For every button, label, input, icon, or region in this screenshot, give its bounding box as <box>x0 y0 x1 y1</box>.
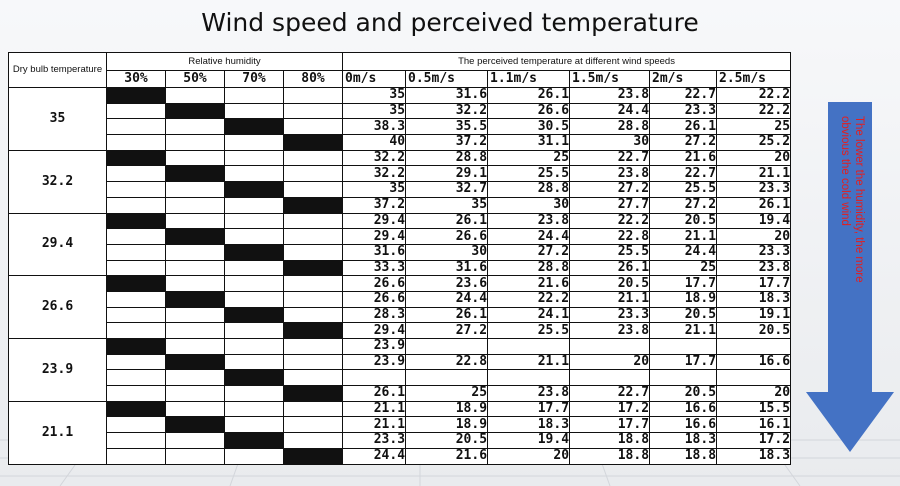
temperature-cell: 19.1 <box>717 307 791 323</box>
table-row <box>9 339 791 355</box>
humidity-marker-empty <box>225 339 284 355</box>
table-row <box>9 417 791 433</box>
temperature-cell: 18.3 <box>717 291 791 307</box>
temperature-cell: 23.8 <box>488 213 570 229</box>
temperature-cell <box>570 370 650 386</box>
humidity-marker-empty <box>284 291 343 307</box>
temperature-cell: 21.1 <box>343 417 406 433</box>
humidity-marker-empty <box>225 401 284 417</box>
humidity-marker-empty <box>284 307 343 323</box>
temperature-cell: 25 <box>488 150 570 166</box>
humidity-marker-filled <box>107 213 166 229</box>
temperature-cell: 31.6 <box>406 260 488 276</box>
humidity-marker-filled <box>166 229 225 245</box>
humidity-marker-empty <box>284 370 343 386</box>
temperature-cell: 20 <box>570 354 650 370</box>
temperature-cell: 25 <box>406 386 488 402</box>
temperature-cell: 16.6 <box>650 417 717 433</box>
temperature-cell <box>343 370 406 386</box>
temperature-cell: 23.3 <box>570 307 650 323</box>
header-row-top <box>9 53 791 71</box>
humidity-marker-empty <box>284 213 343 229</box>
humidity-marker-empty <box>107 182 166 198</box>
temperature-cell: 20 <box>717 386 791 402</box>
humidity-marker-empty <box>107 135 166 151</box>
temperature-cell: 25 <box>650 260 717 276</box>
temperature-cell: 20.5 <box>717 323 791 339</box>
temperature-cell: 23.9 <box>343 354 406 370</box>
temperature-cell: 22.7 <box>570 150 650 166</box>
temperature-cell: 22.7 <box>650 166 717 182</box>
humidity-marker-empty <box>107 323 166 339</box>
temperature-cell: 23.3 <box>343 433 406 449</box>
temperature-cell: 23.8 <box>570 88 650 104</box>
temperature-cell: 26.1 <box>717 197 791 213</box>
humidity-marker-empty <box>284 182 343 198</box>
humidity-marker-filled <box>166 103 225 119</box>
temperature-cell: 22.7 <box>650 88 717 104</box>
temperature-cell: 24.4 <box>650 244 717 260</box>
humidity-marker-filled <box>225 119 284 135</box>
humidity-marker-empty <box>107 354 166 370</box>
temperature-cell: 26.1 <box>570 260 650 276</box>
temperature-cell: 24.1 <box>488 307 570 323</box>
temperature-cell: 30.5 <box>488 119 570 135</box>
temperature-cell <box>650 339 717 355</box>
humidity-marker-empty <box>166 276 225 292</box>
temperature-cell: 22.7 <box>570 386 650 402</box>
humidity-marker-filled <box>166 291 225 307</box>
temperature-cell: 21.1 <box>650 323 717 339</box>
table-row <box>9 150 791 166</box>
temperature-cell: 21.6 <box>406 448 488 464</box>
temperature-cell: 17.7 <box>650 354 717 370</box>
humidity-70-header: 70% <box>225 71 284 88</box>
annotation-line-1: The lower the humidity, the more <box>853 116 865 283</box>
temperature-cell: 26.1 <box>343 386 406 402</box>
temperature-cell: 25.2 <box>717 135 791 151</box>
temperature-cell <box>406 370 488 386</box>
humidity-marker-filled <box>284 448 343 464</box>
humidity-marker-empty <box>225 417 284 433</box>
temperature-cell: 17.2 <box>570 401 650 417</box>
humidity-marker-empty <box>166 307 225 323</box>
temperature-cell: 26.6 <box>343 276 406 292</box>
wind-speed-header: 2.5m/s <box>717 71 791 88</box>
humidity-marker-empty <box>107 166 166 182</box>
annotation-line-2: obvious the cold wind <box>839 116 851 226</box>
humidity-marker-empty <box>166 401 225 417</box>
humidity-marker-empty <box>166 448 225 464</box>
humidity-marker-empty <box>166 182 225 198</box>
temperature-cell: 23.8 <box>570 166 650 182</box>
humidity-marker-empty <box>166 135 225 151</box>
humidity-marker-filled <box>166 417 225 433</box>
humidity-marker-empty <box>166 119 225 135</box>
temperature-cell: 30 <box>406 244 488 260</box>
temperature-cell: 22.2 <box>717 88 791 104</box>
humidity-marker-empty <box>225 135 284 151</box>
humidity-marker-empty <box>284 88 343 104</box>
temperature-cell: 16.6 <box>717 354 791 370</box>
table-body <box>9 88 791 465</box>
dry-bulb-cell: 35 <box>9 88 107 151</box>
humidity-marker-empty <box>284 417 343 433</box>
temperature-cell: 27.2 <box>570 182 650 198</box>
humidity-marker-filled <box>225 244 284 260</box>
temperature-cell: 26.6 <box>406 229 488 245</box>
humidity-50-header: 50% <box>166 71 225 88</box>
temperature-cell: 32.2 <box>343 166 406 182</box>
humidity-marker-filled <box>284 386 343 402</box>
temperature-cell: 21.1 <box>717 166 791 182</box>
temperature-cell: 21.1 <box>570 291 650 307</box>
temperature-cell: 23.8 <box>570 323 650 339</box>
table-row <box>9 88 791 104</box>
humidity-30-header: 30% <box>107 71 166 88</box>
temperature-cell: 26.6 <box>488 103 570 119</box>
temperature-cell: 40 <box>343 135 406 151</box>
temperature-cell: 28.8 <box>406 150 488 166</box>
humidity-marker-empty <box>225 229 284 245</box>
humidity-marker-empty <box>107 197 166 213</box>
humidity-marker-empty <box>166 370 225 386</box>
table-row <box>9 213 791 229</box>
table-row <box>9 103 791 119</box>
humidity-marker-empty <box>284 339 343 355</box>
temperature-cell: 28.8 <box>570 119 650 135</box>
temperature-cell: 29.4 <box>343 213 406 229</box>
temperature-cell: 23.8 <box>717 260 791 276</box>
temperature-cell: 23.8 <box>488 386 570 402</box>
temperature-cell: 20.5 <box>406 433 488 449</box>
humidity-marker-empty <box>284 401 343 417</box>
temperature-cell: 35 <box>406 197 488 213</box>
temperature-cell: 28.3 <box>343 307 406 323</box>
temperature-cell <box>406 339 488 355</box>
humidity-marker-empty <box>166 88 225 104</box>
humidity-marker-empty <box>107 244 166 260</box>
temperature-cell: 33.3 <box>343 260 406 276</box>
humidity-marker-filled <box>107 88 166 104</box>
temperature-cell: 16.1 <box>717 417 791 433</box>
temperature-cell: 26.1 <box>406 307 488 323</box>
humidity-marker-empty <box>225 166 284 182</box>
humidity-marker-empty <box>284 103 343 119</box>
temperature-cell: 24.4 <box>488 229 570 245</box>
temperature-cell: 22.8 <box>570 229 650 245</box>
table-row <box>9 386 791 402</box>
temperature-cell: 21.6 <box>488 276 570 292</box>
humidity-marker-empty <box>107 307 166 323</box>
temperature-cell: 26.1 <box>406 213 488 229</box>
temperature-cell: 25.5 <box>650 182 717 198</box>
temperature-cell: 20.5 <box>650 386 717 402</box>
dry-bulb-cell: 29.4 <box>9 213 107 276</box>
humidity-marker-empty <box>166 260 225 276</box>
table-row <box>9 433 791 449</box>
temperature-cell: 21.1 <box>343 401 406 417</box>
temperature-cell: 25 <box>717 119 791 135</box>
temperature-cell: 27.2 <box>650 135 717 151</box>
wind-temperature-table <box>8 52 791 465</box>
humidity-marker-empty <box>225 197 284 213</box>
temperature-cell: 35 <box>343 103 406 119</box>
temperature-cell: 30 <box>488 197 570 213</box>
humidity-marker-filled <box>225 433 284 449</box>
temperature-cell: 25.5 <box>488 166 570 182</box>
temperature-cell: 20.5 <box>650 307 717 323</box>
humidity-marker-filled <box>284 135 343 151</box>
temperature-cell: 35 <box>343 182 406 198</box>
temperature-cell: 18.8 <box>570 448 650 464</box>
temperature-cell: 25.5 <box>570 244 650 260</box>
humidity-marker-filled <box>107 276 166 292</box>
humidity-marker-empty <box>107 291 166 307</box>
temperature-cell: 18.8 <box>570 433 650 449</box>
temperature-cell: 37.2 <box>406 135 488 151</box>
table-row <box>9 119 791 135</box>
humidity-marker-empty <box>225 260 284 276</box>
humidity-marker-empty <box>225 291 284 307</box>
temperature-cell: 35.5 <box>406 119 488 135</box>
temperature-cell: 26.6 <box>343 291 406 307</box>
table-row <box>9 448 791 464</box>
humidity-marker-empty <box>107 370 166 386</box>
temperature-cell: 37.2 <box>343 197 406 213</box>
humidity-marker-empty <box>284 150 343 166</box>
temperature-cell <box>717 370 791 386</box>
temperature-cell: 27.2 <box>406 323 488 339</box>
humidity-marker-filled <box>225 307 284 323</box>
humidity-marker-empty <box>284 354 343 370</box>
humidity-annotation <box>830 116 870 346</box>
humidity-marker-filled <box>107 150 166 166</box>
temperature-cell: 29.1 <box>406 166 488 182</box>
humidity-marker-empty <box>225 448 284 464</box>
humidity-marker-empty <box>107 119 166 135</box>
temperature-cell: 20.5 <box>570 276 650 292</box>
humidity-marker-empty <box>166 339 225 355</box>
dry-bulb-cell: 32.2 <box>9 150 107 213</box>
table-row <box>9 229 791 245</box>
temperature-cell: 23.9 <box>343 339 406 355</box>
humidity-marker-empty <box>284 433 343 449</box>
table-row <box>9 197 791 213</box>
temperature-cell: 27.2 <box>488 244 570 260</box>
temperature-cell: 28.8 <box>488 182 570 198</box>
temperature-cell: 20 <box>488 448 570 464</box>
temperature-cell: 23.3 <box>717 244 791 260</box>
temperature-cell: 22.2 <box>570 213 650 229</box>
temperature-cell <box>488 339 570 355</box>
temperature-cell: 18.9 <box>406 417 488 433</box>
dry-bulb-cell: 21.1 <box>9 401 107 464</box>
perceived-temperature-header: The perceived temperature at different wind speeds <box>343 53 791 71</box>
humidity-marker-empty <box>166 197 225 213</box>
temperature-cell: 17.7 <box>488 401 570 417</box>
temperature-cell: 23.6 <box>406 276 488 292</box>
temperature-cell: 28.8 <box>488 260 570 276</box>
humidity-marker-empty <box>284 119 343 135</box>
temperature-cell: 31.6 <box>406 88 488 104</box>
header-row-sub <box>9 71 791 88</box>
temperature-cell: 30 <box>570 135 650 151</box>
temperature-cell: 32.7 <box>406 182 488 198</box>
humidity-marker-filled <box>107 339 166 355</box>
temperature-cell <box>650 370 717 386</box>
temperature-cell: 19.4 <box>488 433 570 449</box>
humidity-marker-filled <box>107 401 166 417</box>
temperature-cell: 38.3 <box>343 119 406 135</box>
humidity-marker-empty <box>225 213 284 229</box>
humidity-marker-empty <box>107 103 166 119</box>
temperature-cell: 29.4 <box>343 323 406 339</box>
humidity-marker-filled <box>225 370 284 386</box>
temperature-cell: 20 <box>717 229 791 245</box>
humidity-marker-empty <box>166 386 225 402</box>
temperature-cell: 18.9 <box>650 291 717 307</box>
temperature-cell: 32.2 <box>343 150 406 166</box>
temperature-cell <box>570 339 650 355</box>
wind-speed-header: 1.1m/s <box>488 71 570 88</box>
temperature-cell <box>488 370 570 386</box>
temperature-cell: 31.6 <box>343 244 406 260</box>
humidity-marker-empty <box>284 229 343 245</box>
temperature-cell: 23.3 <box>650 103 717 119</box>
humidity-marker-empty <box>225 88 284 104</box>
humidity-marker-empty <box>225 150 284 166</box>
dry-bulb-cell: 26.6 <box>9 276 107 339</box>
table-row <box>9 370 791 386</box>
humidity-marker-empty <box>225 323 284 339</box>
temperature-cell: 22.8 <box>406 354 488 370</box>
humidity-marker-empty <box>166 244 225 260</box>
humidity-marker-empty <box>107 386 166 402</box>
temperature-cell: 18.3 <box>488 417 570 433</box>
humidity-marker-empty <box>225 103 284 119</box>
humidity-marker-empty <box>107 433 166 449</box>
temperature-cell: 35 <box>343 88 406 104</box>
humidity-marker-filled <box>225 182 284 198</box>
humidity-80-header: 80% <box>284 71 343 88</box>
temperature-cell: 18.3 <box>650 433 717 449</box>
temperature-cell: 16.6 <box>650 401 717 417</box>
relative-humidity-header: Relative humidity <box>107 53 343 71</box>
table-row <box>9 276 791 292</box>
humidity-marker-filled <box>166 354 225 370</box>
dry-bulb-cell: 23.9 <box>9 339 107 402</box>
table-row <box>9 401 791 417</box>
humidity-marker-empty <box>284 276 343 292</box>
table-row <box>9 260 791 276</box>
table-row <box>9 166 791 182</box>
temperature-cell: 31.1 <box>488 135 570 151</box>
temperature-cell: 20 <box>717 150 791 166</box>
humidity-marker-empty <box>166 433 225 449</box>
dry-bulb-header: Dry bulb temperature <box>9 53 107 88</box>
table-row <box>9 244 791 260</box>
wind-speed-header: 0.5m/s <box>406 71 488 88</box>
temperature-cell: 18.3 <box>717 448 791 464</box>
temperature-cell: 18.8 <box>650 448 717 464</box>
wind-speed-header: 0m/s <box>343 71 406 88</box>
table-row <box>9 135 791 151</box>
humidity-marker-empty <box>107 417 166 433</box>
table-row <box>9 323 791 339</box>
temperature-cell: 21.1 <box>488 354 570 370</box>
temperature-cell: 24.4 <box>406 291 488 307</box>
humidity-marker-filled <box>284 260 343 276</box>
temperature-cell: 17.2 <box>717 433 791 449</box>
humidity-marker-empty <box>166 213 225 229</box>
humidity-marker-empty <box>225 276 284 292</box>
temperature-cell: 29.4 <box>343 229 406 245</box>
temperature-cell: 23.3 <box>717 182 791 198</box>
humidity-marker-filled <box>284 197 343 213</box>
humidity-marker-filled <box>284 323 343 339</box>
humidity-marker-empty <box>166 323 225 339</box>
temperature-cell: 32.2 <box>406 103 488 119</box>
table-row <box>9 291 791 307</box>
temperature-cell: 21.6 <box>650 150 717 166</box>
temperature-cell: 24.4 <box>570 103 650 119</box>
temperature-cell: 26.1 <box>488 88 570 104</box>
humidity-marker-empty <box>225 386 284 402</box>
humidity-marker-empty <box>107 260 166 276</box>
temperature-cell: 26.1 <box>650 119 717 135</box>
temperature-cell: 25.5 <box>488 323 570 339</box>
temperature-cell: 15.5 <box>717 401 791 417</box>
humidity-marker-empty <box>166 150 225 166</box>
humidity-marker-filled <box>166 166 225 182</box>
humidity-marker-empty <box>107 229 166 245</box>
temperature-cell: 21.1 <box>650 229 717 245</box>
temperature-cell: 24.4 <box>343 448 406 464</box>
table-row <box>9 354 791 370</box>
temperature-cell: 19.4 <box>717 213 791 229</box>
temperature-cell: 17.7 <box>717 276 791 292</box>
temperature-cell: 27.2 <box>650 197 717 213</box>
page-title: Wind speed and perceived temperature <box>201 8 699 37</box>
table-row <box>9 307 791 323</box>
temperature-cell: 17.7 <box>570 417 650 433</box>
humidity-marker-empty <box>107 448 166 464</box>
wind-speed-header: 2m/s <box>650 71 717 88</box>
temperature-cell: 20.5 <box>650 213 717 229</box>
temperature-cell <box>717 339 791 355</box>
temperature-cell: 22.2 <box>488 291 570 307</box>
humidity-marker-empty <box>284 166 343 182</box>
humidity-marker-empty <box>225 354 284 370</box>
table-row <box>9 182 791 198</box>
wind-speed-header: 1.5m/s <box>570 71 650 88</box>
temperature-cell: 22.2 <box>717 103 791 119</box>
temperature-cell: 27.7 <box>570 197 650 213</box>
temperature-cell: 17.7 <box>650 276 717 292</box>
temperature-cell: 18.9 <box>406 401 488 417</box>
humidity-marker-empty <box>284 244 343 260</box>
